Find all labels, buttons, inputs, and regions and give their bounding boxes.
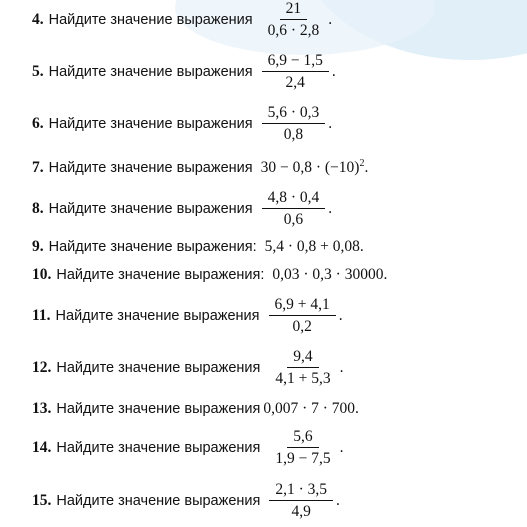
denominator: 1,9 − 7,5 xyxy=(275,449,331,467)
punctuation: . xyxy=(338,306,343,324)
problem-number: 6. xyxy=(32,114,44,132)
problem-9 xyxy=(32,238,364,256)
punctuation: . xyxy=(328,114,333,132)
problem-7 xyxy=(32,158,368,177)
problem-prompt: Найдите значение выражения xyxy=(55,307,260,324)
denominator: 0,6 · 2,8 xyxy=(267,21,320,39)
fraction xyxy=(269,348,336,388)
problem-prompt: Найдите значение выражения xyxy=(48,115,253,132)
denominator: 4,1 + 5,3 xyxy=(275,369,331,387)
problem-15 xyxy=(32,481,340,521)
denominator: 0,2 xyxy=(292,317,312,335)
numerator: 6,9 + 4,1 xyxy=(269,296,336,316)
denominator: 4,9 xyxy=(291,502,311,520)
problem-prompt: Найдите значение выражения xyxy=(56,439,261,456)
problem-number: 10. xyxy=(32,266,52,283)
expression: $30 - 0,8 \cdot (-10)^2$. xyxy=(260,158,369,177)
problem-8 xyxy=(32,189,332,229)
problem-prompt: Найдите значение выражения xyxy=(56,401,261,417)
numerator: 2,1 · 3,5 xyxy=(269,481,333,501)
problem-14 xyxy=(32,428,343,468)
numerator: 9,4 xyxy=(287,348,318,368)
fraction xyxy=(262,0,326,40)
fraction xyxy=(269,481,333,521)
punctuation: . xyxy=(339,358,344,376)
denominator: 0,6 xyxy=(283,210,304,228)
problem-number: 14. xyxy=(32,438,52,456)
problem-number: 11. xyxy=(32,306,51,324)
numerator: 6,9 − 1,5 xyxy=(262,52,329,72)
problem-prompt: Найдите значение выражения xyxy=(56,359,261,376)
problem-number: 8. xyxy=(32,199,44,217)
numerator: 5,6 · 0,3 xyxy=(262,104,326,124)
problem-number: 12. xyxy=(32,358,52,376)
problem-number: 9. xyxy=(32,238,44,255)
problem-13 xyxy=(32,400,359,418)
problem-number: 13. xyxy=(32,400,52,417)
problem-prompt: Найдите значение выражения: xyxy=(48,239,257,255)
problem-5 xyxy=(32,52,336,92)
expression: 0,007 · 7 · 700. xyxy=(263,400,359,417)
punctuation: . xyxy=(339,438,344,456)
fraction xyxy=(269,428,336,468)
problem-prompt: Найдите значение выражения xyxy=(56,492,261,509)
numerator: 4,8 · 0,4 xyxy=(262,189,326,209)
denominator: 0,8 xyxy=(283,125,304,143)
problem-prompt: Найдите значение выражения xyxy=(48,11,253,28)
fraction xyxy=(262,189,326,229)
numerator: 5,6 xyxy=(287,428,318,448)
problem-number: 4. xyxy=(32,10,44,28)
exponent: 2 xyxy=(359,158,365,169)
expression: 5,4 · 0,8 + 0,08. xyxy=(264,238,364,255)
problem-number: 15. xyxy=(32,491,52,509)
punctuation: . xyxy=(336,491,340,509)
problem-number: 5. xyxy=(32,62,44,80)
numerator: 21 xyxy=(280,0,308,20)
problem-6 xyxy=(32,104,332,144)
fraction xyxy=(269,296,336,336)
problem-prompt: Найдите значение выражения: xyxy=(56,267,265,283)
punctuation: . xyxy=(328,10,333,28)
problem-11 xyxy=(32,296,343,336)
problem-10 xyxy=(32,266,387,284)
problem-prompt: Найдите значение выражения xyxy=(48,159,253,176)
punctuation: . xyxy=(328,199,333,217)
problem-12 xyxy=(32,348,343,388)
denominator: 2,4 xyxy=(285,73,305,91)
problem-prompt: Найдите значение выражения xyxy=(48,63,253,80)
fraction xyxy=(262,104,326,144)
problem-prompt: Найдите значение выражения xyxy=(48,200,253,217)
problem-number: 7. xyxy=(32,158,44,176)
punctuation: . xyxy=(331,62,336,80)
expression: 0,03 · 0,3 · 30000. xyxy=(272,266,388,283)
problem-4 xyxy=(32,0,332,40)
fraction xyxy=(262,52,329,92)
